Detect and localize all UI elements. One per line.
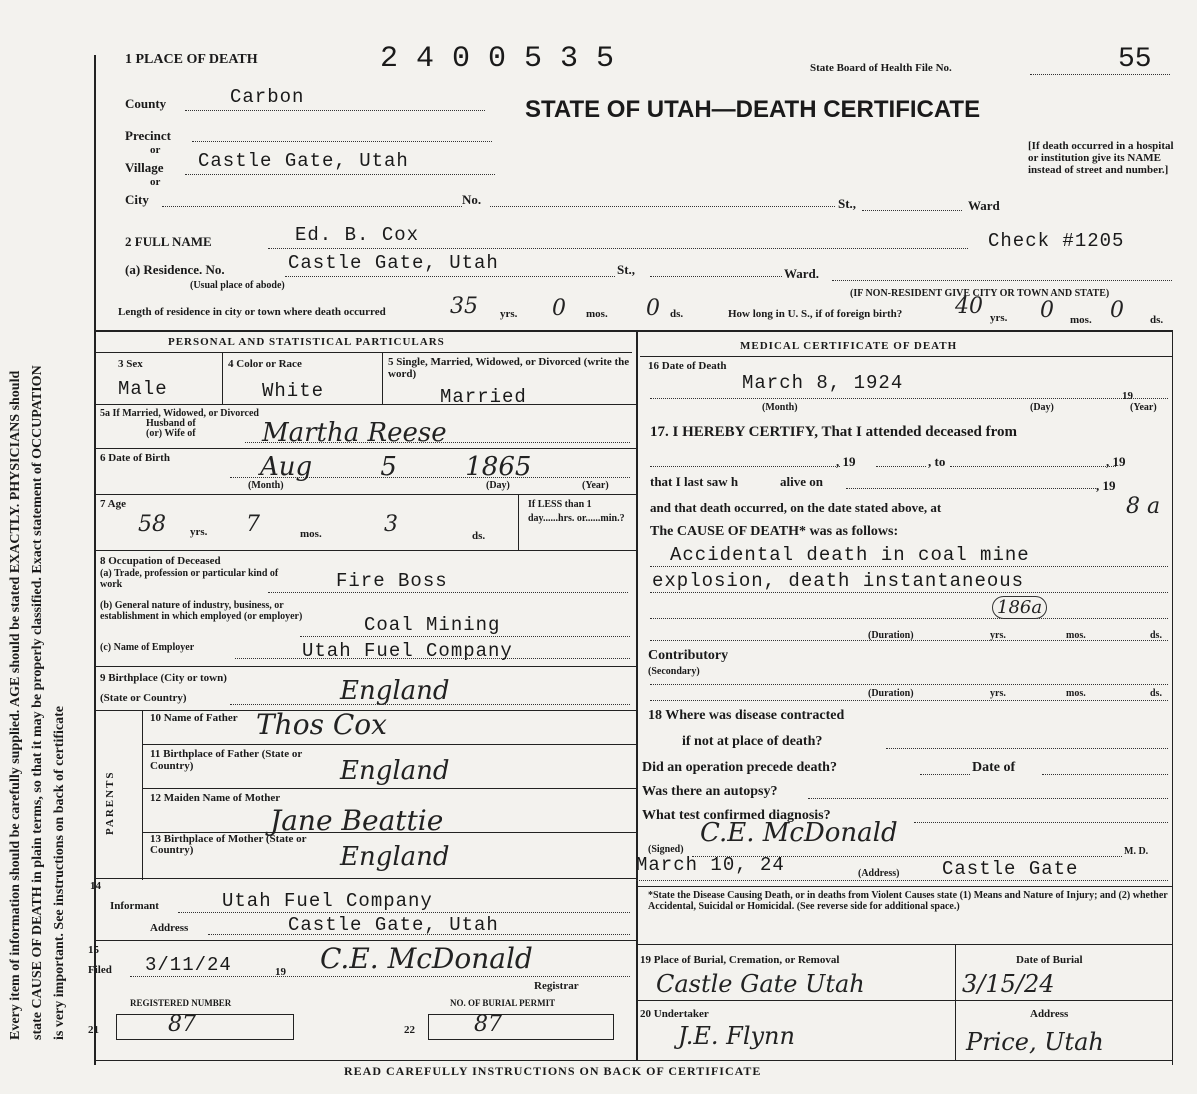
filed-no: 15	[88, 944, 99, 956]
informant-value: Utah Fuel Company	[222, 890, 433, 912]
village-value: Castle Gate, Utah	[198, 150, 409, 172]
cause-code: 186a	[992, 596, 1047, 619]
occupation-a-label: (a) Trade, profession or particular kind of work	[100, 568, 279, 590]
signed-label: (Signed)	[648, 844, 684, 855]
undertaker-label: 20 Undertaker	[640, 1008, 709, 1020]
or-label-1: or	[150, 144, 161, 156]
city-label: City	[125, 192, 149, 207]
attend-to: , to	[928, 454, 946, 469]
physician-address: Castle Gate	[942, 858, 1079, 880]
death-occurred-label: and that death occurred, on the date stated above, at	[650, 500, 942, 515]
length-months: 0	[552, 296, 566, 321]
check-number: Check #1205	[988, 230, 1125, 252]
age-days: 3	[384, 512, 398, 537]
duration-label-2: (Duration)	[868, 688, 914, 699]
q18-label-b: if not at place of death?	[682, 734, 823, 749]
age-years: 58	[138, 512, 166, 537]
father-label: 10 Name of Father	[150, 712, 238, 724]
non-resident-label: (IF NON-RESIDENT GIVE CITY OR TOWN AND STATE)	[850, 288, 1110, 299]
left-border	[94, 55, 96, 1065]
st-label: St.,	[838, 196, 857, 211]
burial-permit-value: 87	[474, 1012, 502, 1037]
cause-line-2: explosion, death instantaneous	[652, 570, 1025, 592]
residence-ward-label: Ward.	[784, 266, 820, 281]
date-of-death-value: March 8, 1924	[742, 372, 904, 394]
spouse-label-1: 5a If Married, Widowed, or Divorced	[100, 408, 259, 419]
burial-label: 19 Place of Burial, Cremation, or Removal	[640, 954, 840, 966]
filed-value: 3/11/24	[145, 954, 232, 976]
signed-date: March 10, 24	[636, 854, 785, 876]
ds-label: ds.	[670, 308, 684, 320]
marital-label: 5 Single, Married, Widowed, or Divorced (write the word)	[388, 356, 630, 380]
duration-label-1: (Duration)	[868, 630, 914, 641]
undertaker-value: J.E. Flynn	[678, 1022, 795, 1050]
duration-ds-2: ds.	[1150, 688, 1162, 699]
usual-abode-label: (Usual place of abode)	[190, 280, 285, 291]
residence-st-label: St.,	[617, 262, 636, 277]
file-no-label: State Board of Health File No.	[810, 62, 952, 74]
side-instructions-3: is very important. See instructions on back of certificate	[52, 706, 67, 1040]
full-name-value: Ed. B. Cox	[295, 224, 420, 246]
burial-permit-box	[428, 1014, 614, 1040]
filed-19: 19	[275, 966, 286, 978]
age-label: 7 Age	[100, 498, 126, 510]
residence-value: Castle Gate, Utah	[288, 252, 499, 274]
reg-number-value: 87	[168, 1012, 196, 1037]
personal-heading: PERSONAL AND STATISTICAL PARTICULARS	[168, 336, 445, 348]
age-yrs-label: yrs.	[190, 526, 208, 538]
reg-number-no: 21	[88, 1024, 99, 1036]
age-mos-label: mos.	[300, 528, 322, 540]
q18-label: 18 Where was disease contracted	[648, 708, 845, 723]
birthplace-value: England	[340, 676, 450, 706]
reg-number-label: REGISTERED NUMBER	[130, 998, 232, 1008]
color-label: 4 Color or Race	[228, 358, 302, 370]
spouse-value: Martha Reese	[262, 418, 447, 448]
alive-on-label: alive on	[780, 474, 823, 489]
filed-label: Filed	[88, 964, 112, 976]
secondary-label: (Secondary)	[648, 666, 700, 677]
sex-label: 3 Sex	[118, 358, 143, 370]
dod-year-label: (Year)	[1130, 402, 1157, 413]
attend-19-b: , 19	[1106, 454, 1126, 469]
sex-value: Male	[118, 378, 168, 400]
medical-heading: MEDICAL CERTIFICATE OF DEATH	[740, 340, 958, 352]
operation-label: Did an operation precede death?	[642, 760, 837, 775]
dod-19: 19	[1122, 390, 1133, 402]
date-of-death-label: 16 Date of Death	[648, 360, 727, 372]
no-label: No.	[462, 192, 482, 207]
burial-date-label: Date of Burial	[1016, 954, 1083, 966]
mother-value: Jane Beattie	[270, 804, 444, 837]
alive-19: , 19	[1096, 478, 1116, 493]
full-name-label: 2 FULL NAME	[125, 234, 212, 249]
dod-day-label: (Day)	[1030, 402, 1054, 413]
dod-month-label: (Month)	[762, 402, 798, 413]
time-of-death: 8 a	[1126, 494, 1161, 519]
spouse-label-3: (or) Wife of	[146, 428, 196, 439]
md-label: M. D.	[1124, 846, 1149, 857]
undertaker-address-value: Price, Utah	[966, 1028, 1104, 1056]
duration-ds-1: ds.	[1150, 630, 1162, 641]
duration-yrs-2: yrs.	[990, 688, 1006, 699]
marital-value: Married	[440, 386, 527, 408]
undertaker-address-label: Address	[1030, 1008, 1069, 1020]
length-years: 35	[450, 294, 478, 319]
dob-label: 6 Date of Birth	[100, 452, 170, 464]
reg-number-box	[116, 1014, 294, 1040]
informant-no: 14	[90, 880, 101, 892]
informant-address: Castle Gate, Utah	[288, 914, 499, 936]
last-saw-label: that I last saw h	[650, 474, 739, 489]
precinct-label: Precinct	[125, 128, 171, 143]
burial-date-value: 3/15/24	[962, 970, 1055, 998]
ward-label: Ward	[968, 198, 1000, 213]
father-birthplace-value: England	[340, 756, 450, 786]
footnote: *State the Disease Causing Death, or in deaths from Violent Causes state (1) Means and Nature of Injury; and (2) whether Accidental, Suicidal or Homicidal. (See reverse side for additional space.)	[648, 890, 1168, 912]
us-label: How long in U. S., if of foreign birth?	[728, 308, 903, 320]
us-ds-label: ds.	[1150, 314, 1164, 326]
physician-address-label: (Address)	[858, 868, 900, 879]
employer-value: Utah Fuel Company	[302, 640, 513, 662]
us-days: 0	[1110, 298, 1124, 323]
age-ds-label: ds.	[472, 530, 486, 542]
industry-label: (b) General nature of industry, business, or establishment in which employed (or employer)	[100, 600, 303, 622]
father-birthplace-label: 11 Birthplace of Father (State or Country)	[150, 748, 303, 772]
us-mos-label: mos.	[1070, 314, 1092, 326]
side-instructions-2: state CAUSE OF DEATH in plain terms, so that it may be properly classified. Exact statement of OCCUPATION	[30, 365, 45, 1040]
occupation-value: Fire Boss	[336, 570, 448, 592]
mother-birthplace-label: 13 Birthplace of Mother (State or Country)	[150, 833, 307, 856]
contributory-label: Contributory	[648, 648, 729, 663]
industry-value: Coal Mining	[364, 614, 501, 636]
test-label: What test confirmed diagnosis?	[642, 808, 831, 823]
mos-label: mos.	[586, 308, 608, 320]
attend-19-a: , 19	[836, 454, 856, 469]
mother-birthplace-value: England	[340, 842, 450, 872]
physician-signature: C.E. McDonald	[700, 818, 898, 848]
file-number: 55	[1118, 44, 1152, 75]
father-value: Thos Cox	[256, 708, 387, 741]
us-years: 40	[955, 294, 983, 319]
informant-label: Informant	[110, 900, 159, 912]
place-of-death-label: 1 PLACE OF DEATH	[125, 52, 258, 67]
county-value: Carbon	[230, 86, 305, 108]
burial-place-value: Castle Gate Utah	[656, 970, 865, 998]
residence-label: (a) Residence. No.	[125, 262, 225, 277]
length-days: 0	[646, 296, 660, 321]
certificate-title: STATE OF UTAH—DEATH CERTIFICATE	[525, 96, 981, 123]
birthplace-label: 9 Birthplace (City or town)	[100, 672, 227, 684]
right-border	[1172, 330, 1173, 1065]
yrs-label: yrs.	[500, 308, 518, 320]
dob-month-label: (Month)	[248, 480, 284, 491]
dob-year-label: (Year)	[582, 480, 609, 491]
burial-permit-label: NO. OF BURIAL PERMIT	[450, 998, 556, 1008]
operation-date-label: Date of	[972, 760, 1016, 775]
parents-label: PARENTS	[104, 770, 116, 835]
cause-label: The CAUSE OF DEATH* was as follows:	[650, 524, 899, 539]
or-label-2: or	[150, 176, 161, 188]
length-residence-label: Length of residence in city or town where death occurred	[118, 306, 386, 318]
color-value: White	[262, 380, 325, 402]
certify-text: 17. I HEREBY CERTIFY, That I attended deceased from	[650, 424, 1018, 440]
birthplace-sub-label: (State or Country)	[100, 692, 187, 704]
county-label: County	[125, 96, 167, 111]
registrar-signature: C.E. McDonald	[320, 942, 533, 975]
duration-mos-1: mos.	[1066, 630, 1086, 641]
us-months: 0	[1040, 298, 1054, 323]
mother-label: 12 Maiden Name of Mother	[150, 792, 281, 804]
informant-address-label: Address	[150, 922, 189, 934]
us-yrs-label: yrs.	[990, 312, 1008, 324]
cause-line-1: Accidental death in coal mine	[670, 544, 1030, 566]
autopsy-label: Was there an autopsy?	[642, 784, 778, 799]
side-instructions-1: Every item of information should be carefully supplied. AGE should be stated EXACTLY. PHYSICIANS should	[8, 370, 23, 1040]
hospital-note: [If death occurred in a hospital or institution give its NAME instead of street and number.]	[1028, 140, 1174, 176]
certificate-number: 2 4 0 0 5 3 5	[380, 42, 615, 76]
burial-permit-no: 22	[404, 1024, 415, 1036]
footer-text: READ CAREFULLY INSTRUCTIONS ON BACK OF CERTIFICATE	[344, 1064, 762, 1078]
duration-yrs-1: yrs.	[990, 630, 1006, 641]
village-label: Village	[125, 160, 164, 175]
spouse-label-2: Husband of	[146, 418, 196, 429]
employer-label: (c) Name of Employer	[100, 642, 195, 653]
age-months: 7	[246, 512, 260, 537]
occupation-label: 8 Occupation of Deceased	[100, 555, 221, 567]
dob-day-label: (Day)	[486, 480, 510, 491]
registrar-label: Registrar	[534, 980, 579, 992]
duration-mos-2: mos.	[1066, 688, 1086, 699]
less-than-label: If LESS than 1 day......hrs. or......min.?	[528, 499, 625, 524]
dob-value: Aug 5 1865	[260, 452, 532, 482]
